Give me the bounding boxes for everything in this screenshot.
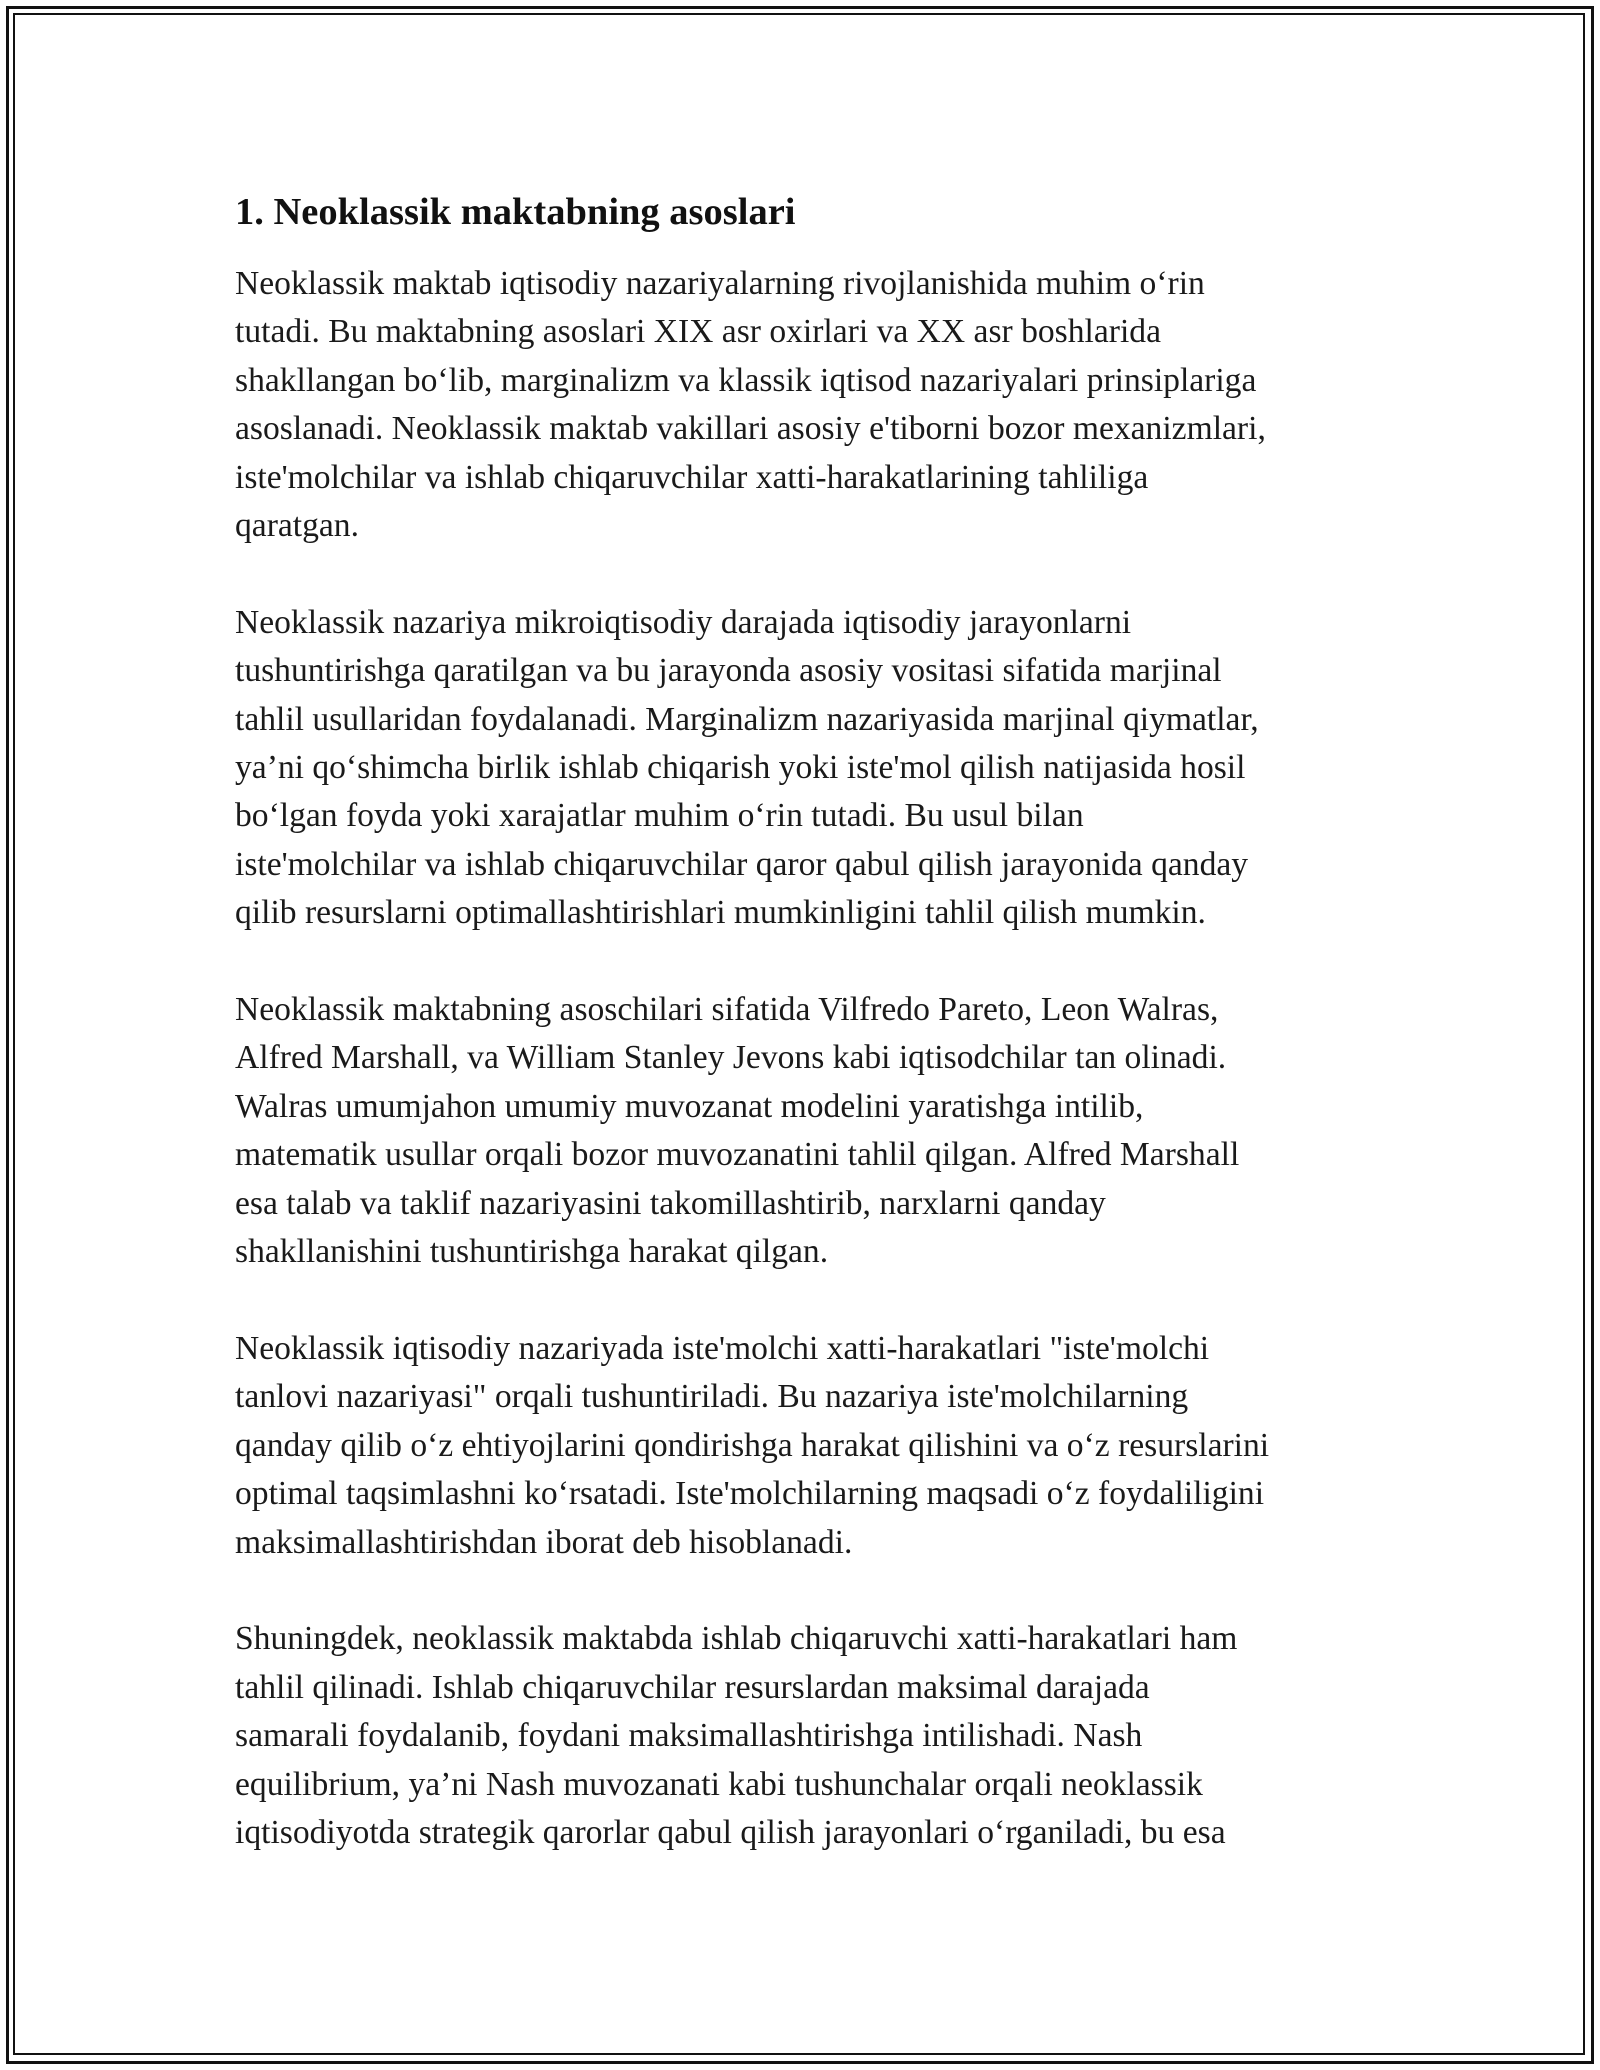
paragraph-4: Neoklassik iqtisodiy nazariyada iste'molchi xatti-harakatlari "iste'molchi tanlovi nazariyasi" orqali tushuntiriladi. Bu nazariya iste'molchilarning qanday qilib o‘z ehtiyojlarini qondirishga harakat qilishini va o‘z resurslarini optimal taqsimlashni ko‘rsatadi. Iste'molchilarning maqsadi o‘z foydaliligini maksimallashtirishdan iborat deb hisoblanadi.	[235, 1329, 1270, 1561]
paragraph-5: Shuningdek, neoklassik maktabda ishlab chiqaruvchi xatti-harakatlari ham tahlil qilinadi. Ishlab chiqaruvchilar resurslardan maksimal darajada samarali foydalanib, foydani maksimallashtirishga intilishadi. Nash equilibrium, ya’ni Nash muvozanati kabi tushunchalar orqali neoklassik iqtisodiyotda strategik qarorlar qabul qilish jarayonlari o‘rganiladi, bu esa	[235, 1620, 1238, 1851]
paragraph-2: Neoklassik nazariya mikroiqtisodiy darajada iqtisodiy jarayonlarni tushuntirishga qaratilgan va bu jarayonda asosiy vositasi sifatida marjinal tahlil usullaridan foydalanadi. Marginalizm nazariyasida marjinal qiymatlar, ya’ni qo‘shimcha birlik ishlab chiqarish yoki iste'mol qilish natijasida hosil bo‘lgan foyda yoki xarajatlar muhim o‘rin tutadi. Bu usul bilan iste'molchilar va ishlab chiqaruvchilar qaror qabul qilish jarayonida qanday qilib resurslarni optimallashtirishlari mumkinligini tahlil qilish mumkin.	[235, 603, 1259, 932]
paragraph-1: Neoklassik maktab iqtisodiy nazariyalarning rivojlanishida muhim o‘rin tutadi. Bu maktabning asoslari XIX asr oxirlari va XX asr boshlarida shakllangan bo‘lib, marginalizm va klassik iqtisod nazariyalari prinsiplariga asoslanadi. Neoklassik maktab vakillari asosiy e'tiborni bozor mexanizmlari, iste'molchilar va ishlab chiqaruvchilar xatti-harakatlarining tahliliga qaratgan.	[235, 265, 1266, 545]
document-body	[235, 188, 1370, 1906]
paragraph-3: Neoklassik maktabning asoschilari sifatida Vilfredo Pareto, Leon Walras, Alfred Marshall, va William Stanley Jevons kabi iqtisodchilar tan olinadi. Walras umumjahon umumiy muvozanat modelini yaratishga intilib, matematik usullar orqali bozor muvozanatini tahlil qilgan. Alfred Marshall esa talab va taklif nazariyasini takomillashtirib, narxlarni qanday shakllanishini tushuntirishga harakat qilgan.	[235, 991, 1240, 1271]
section-heading: 1. Neoklassik maktabning asoslari	[235, 191, 796, 233]
